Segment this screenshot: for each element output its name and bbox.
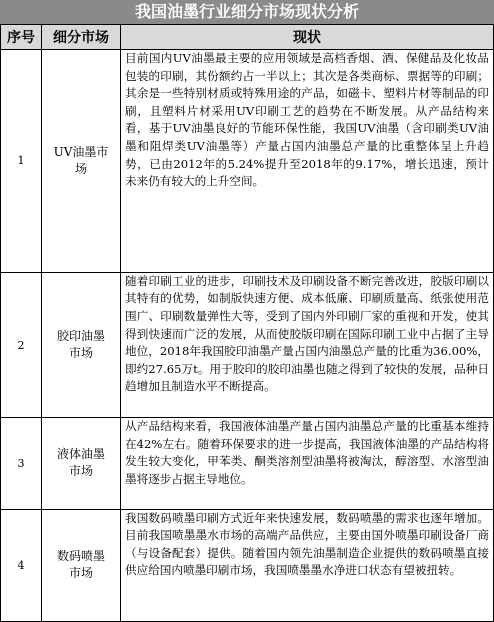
row-description: 我国数码喷墨印刷方式近年来快速发展，数码喷墨的需求也逐年增加。目前我国喷墨墨水市场的高端产品供应，主要由国外喷墨印刷设备厂商（与设备配套）提供。随着国内领先油墨制造企业提供的数码喷墨直接供应给国内喷墨印刷市场，我国喷墨墨水净进口状态有望被扭转。	[121, 509, 494, 621]
row-num: 1	[1, 50, 42, 273]
header-market: 细分市场	[42, 25, 121, 50]
header-num: 序号	[1, 25, 42, 50]
header-status: 现状	[121, 25, 494, 50]
table-header-row	[1, 25, 494, 50]
table-row	[1, 50, 494, 273]
table-row	[1, 418, 494, 509]
row-market-label: 数码喷墨市场	[56, 549, 105, 581]
row-description: 目前国内UV油墨最主要的应用领域是高档香烟、酒、保健品及化妆品包装的印刷，其份额约占一半以上；其次是各类商标、票据等的印刷；其余是一些特别材质或特殊用途的产品，如磁卡、塑料片材等制品的印刷，且塑料片材采用UV印刷工艺的趋势在不断发展。从产品结构来看，基于UV油墨良好的节能环保性能，我国UV油墨（含印刷类UV油墨和阻焊类UV油墨等）产量占国内油墨总产量的比重整体呈上升趋势，已由2012年的5.24%提升至2018年的9.17%，增长迅速，预计未来仍有较大的上升空间。	[121, 50, 494, 273]
row-market	[42, 418, 121, 509]
row-description: 随着印刷工业的进步，印刷技术及印刷设备不断完善改进，胶版印刷以其特有的优势，如制版快速方便、成本低廉、印刷质量高、纸张使用范围广、印刷数量弹性大等，受到了国内外印刷厂家的重视和开发，使其得到快速而广泛的发展，从而使胶版印刷在国际印刷工业中占据了主导地位，2018年我国胶印油墨产量占国内油墨总产量的比重为36.00%，即约27.65万t。用于胶印的胶印油墨也随之得到了较快的发展，品种日趋增加且制造水平不断提高。	[121, 272, 494, 418]
row-num: 2	[1, 272, 42, 418]
row-market-label: 液体油墨市场	[56, 447, 105, 479]
row-num: 4	[1, 509, 42, 621]
row-market	[42, 50, 121, 273]
table-title: 我国油墨行业细分市场现状分析	[0, 0, 494, 24]
row-market-label: UV油墨市场	[53, 144, 109, 176]
table-row	[1, 272, 494, 418]
row-market	[42, 272, 121, 418]
segment-table	[0, 24, 494, 622]
row-description: 从产品结构来看，我国液体油墨产量占国内油墨总产量的比重基本维持在42%左右。随着环保要求的进一步提高，我国液体油墨的产品结构将发生较大变化，甲苯类、酮类溶剂型油墨将被淘汰，醇溶型、水溶型油墨将逐步占据主导地位。	[121, 418, 494, 509]
row-market-label: 胶印油墨市场	[56, 329, 105, 361]
row-num: 3	[1, 418, 42, 509]
table-row	[1, 509, 494, 621]
row-market	[42, 509, 121, 621]
